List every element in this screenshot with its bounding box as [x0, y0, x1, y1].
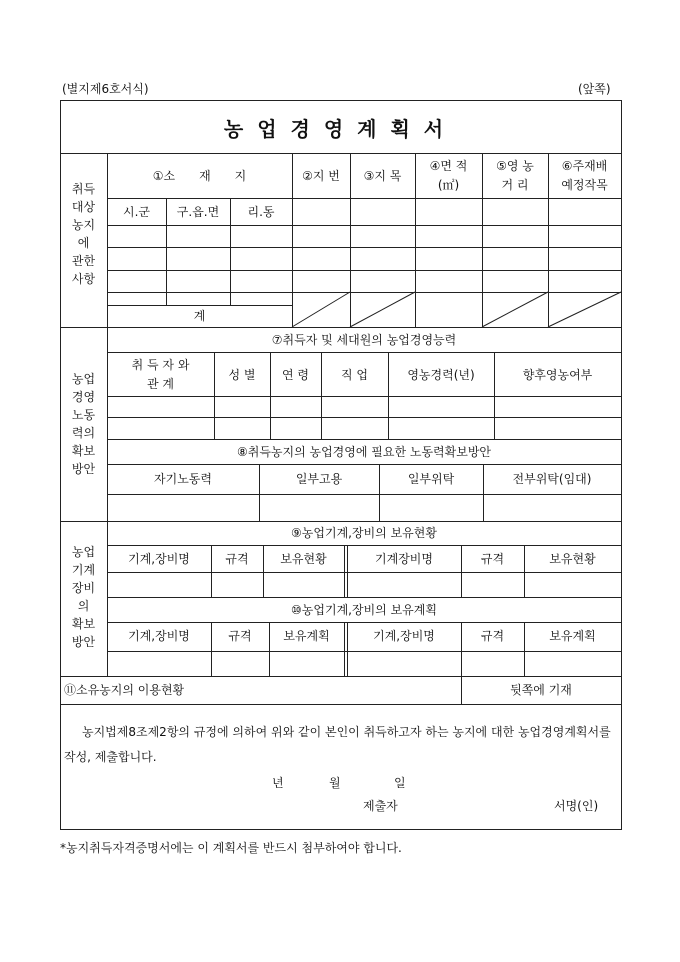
col-future-farming: 향후영농여부: [522, 368, 593, 382]
form-number: (별지제6호서식): [62, 82, 149, 96]
col-partial-hire: 일부고용: [295, 472, 343, 486]
col-full-consign: 전부위탁(임대): [512, 472, 592, 486]
heading-10: ⑩농업기계,장비의 보유계획: [291, 603, 437, 617]
col-relation-l2: 관 계: [147, 377, 174, 391]
col-spec-a: 규격: [225, 552, 249, 566]
col-age: 연 령: [282, 368, 309, 382]
heading-9: ⑨농업기계,장비의 보유현황: [291, 526, 437, 540]
col-distance-l1: ⑤영 농: [496, 159, 534, 173]
col-spec-c: 규격: [228, 629, 252, 643]
col-partial-consign: 일부위탁: [407, 472, 455, 486]
col-spec-b: 규격: [480, 552, 505, 566]
col-crop-l1: ⑥주재배: [561, 159, 608, 173]
signature-label: 서명(인): [554, 799, 599, 813]
page-side: (앞쪽): [578, 82, 611, 96]
total-label: 계: [193, 309, 206, 323]
col-location: ①소 재 지: [152, 169, 247, 183]
sub-town: 구.읍.면: [176, 205, 220, 219]
footnote: *농지취득자격증명서에는 이 계획서를 반드시 첨부하여야 합니다.: [60, 841, 402, 855]
section2-label: 농업 경영 노동 력의 확보 방안: [71, 372, 96, 476]
heading-8: ⑧취득농지의 농업경영에 필요한 노동력확보방안: [236, 445, 492, 459]
sub-city: 시.군: [123, 205, 150, 219]
col-gender: 성 별: [228, 368, 256, 382]
col-machine-name-b: 기계장비명: [375, 552, 433, 566]
col-self-labor: 자기노동력: [154, 472, 212, 486]
col-area: ④면 적: [429, 159, 468, 173]
col-experience: 영농경력(년): [407, 368, 475, 382]
col-machine-name-a: 기계,장비명: [128, 552, 190, 566]
col-plan-c: 보유계획: [283, 629, 330, 643]
col-crop-l2: 예정작목: [561, 178, 608, 192]
date-month: 월: [329, 776, 341, 790]
form-title: 농업경영계획서: [223, 117, 458, 141]
land-use-label: ⑪소유농지의 이용현황: [64, 683, 185, 697]
col-relation-l1: 취 득 자 와: [131, 358, 190, 372]
col-machine-name-c: 기계,장비명: [128, 629, 190, 643]
col-plan-d: 보유계획: [549, 629, 596, 643]
col-land-category: ③지 목: [363, 169, 402, 183]
col-holding-a: 보유현황: [280, 552, 327, 566]
see-back-note: 뒷쪽에 기재: [510, 683, 572, 697]
date-year: 년: [272, 776, 284, 790]
declaration-text: 농지법제8조제2항의 규정에 의하여 위와 같이 본인이 취득하고자 하는 농지에 대한 농업경영계획서를 작성, 제출합니다.: [64, 725, 611, 764]
section3-label: 농업 기계 장비 의 확보 방안: [71, 545, 96, 649]
col-spec-d: 규격: [480, 629, 505, 643]
col-job: 직 업: [341, 368, 368, 382]
section1-label: 취득 대상 농지 에 관한 사항: [71, 182, 96, 286]
col-area-unit: (㎡): [437, 178, 460, 192]
col-machine-name-d: 기계,장비명: [373, 629, 435, 643]
col-lot-number: ②지 번: [302, 169, 340, 183]
heading-7: ⑦취득자 및 세대원의 농업경영능력: [271, 333, 457, 347]
col-distance-l2: 거 리: [501, 178, 529, 192]
col-holding-b: 보유현황: [549, 552, 596, 566]
submitter-label: 제출자: [363, 799, 398, 813]
date-day: 일: [394, 776, 406, 790]
sub-village: 리.동: [247, 205, 275, 219]
